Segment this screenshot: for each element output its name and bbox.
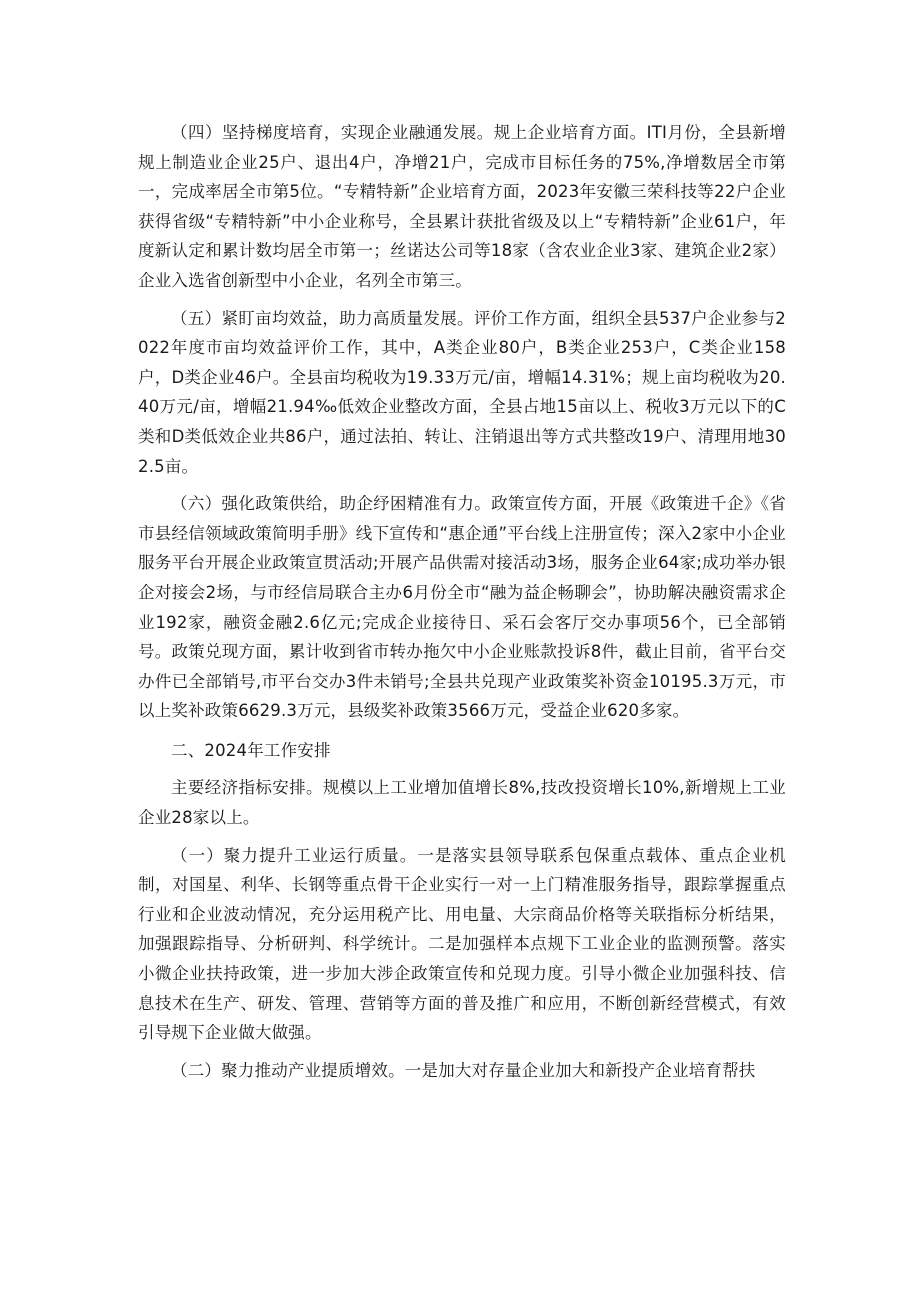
paragraph-economic-targets: 主要经济指标安排。规模以上工业增加值增长8%,技改投资增长10%,新增规上工业企业28家以上。 [138,778,786,828]
paragraph-2024-item-2: （二）聚力推动产业提质增效。一是加大对存量企业加大和新投产企业培育帮扶 [171,1060,756,1080]
document-body [138,118,786,1085]
paragraph-section-4: （四）坚持梯度培育，实现企业融通发展。规上企业培育方面。ITI月份，全县新增规上制造业企业25户、退出4户，净增21户，完成市目标任务的75%,净增数居全市第一，完成率居全市第5位。“专精特新”企业培育方面，2023年安徽三荣科技等22户企业获得省级“专精特新”中小企业称号，全县累计获批省级及以上“专精特新”企业61户，年度新认定和累计数均居全市第一；丝诺达公司等18家（含农业企业3家、建筑企业2家）企业入选省创新型中小企业，名列全市第三。 [138,123,786,290]
section-heading-2024-plan: 二、2024年工作安排 [171,740,331,760]
paragraph-2024-item-1: （一）聚力提升工业运行质量。一是落实县领导联系包保重点载体、重点企业机制，对国星、利华、长钢等重点骨干企业实行一对一上门精准服务指导，跟踪掌握重点行业和企业波动情况，充分运用税产比、用电量、大宗商品价格等关联指标分析结果，加强跟踪指导、分析研判、科学统计。二是加强样本点规下工业企业的监测预警。落实小微企业扶持政策，进一步加大涉企政策宣传和兑现力度。引导小微企业加强科技、信息技术在生产、研发、管理、营销等方面的普及推广和应用，不断创新经营模式，有效引导规下企业做大做强。 [138,845,786,1043]
paragraph-section-5: （五）紧盯亩均效益，助力高质量发展。评价工作方面，组织全县537户企业参与2022年度市亩均效益评价工作，其中，A类企业80户，B类企业253户，C类企业158户，D类企业46户。全县亩均税收为19.33万元/亩，增幅14.31%；规上亩均税收为20.40万元/亩，增幅21.94‰低效企业整改方面，全县占地15亩以上、税收3万元以下的C类和D类低效企业共86户，通过法拍、转让、注销退出等方式共整改19户、清理用地302.5亩。 [138,308,786,476]
paragraph-section-6: （六）强化政策供给，助企纾困精准有力。政策宣传方面，开展《政策进千企》《省市县经信领域政策简明手册》线下宣传和“惠企通”平台线上注册宣传；深入2家中小企业服务平台开展企业政策宣贯活动;开展产品供需对接活动3场，服务企业64家;成功举办银企对接会2场，与市经信局联合主办6月份全市“融为益企畅聊会”，协助解决融资需求企业192家，融资金融2.6亿元;完成企业接待日、采石会客厅交办事项56个，已全部销号。政策兑现方面，累计收到省市转办拖欠中小企业账款投诉8件，截止目前，省平台交办件已全部销号,市平台交办3件未销号;全县共兑现产业政策奖补资金10195.3万元，市以上奖补政策6629.3万元，县级奖补政策3566万元，受益企业620多家。 [138,494,786,721]
